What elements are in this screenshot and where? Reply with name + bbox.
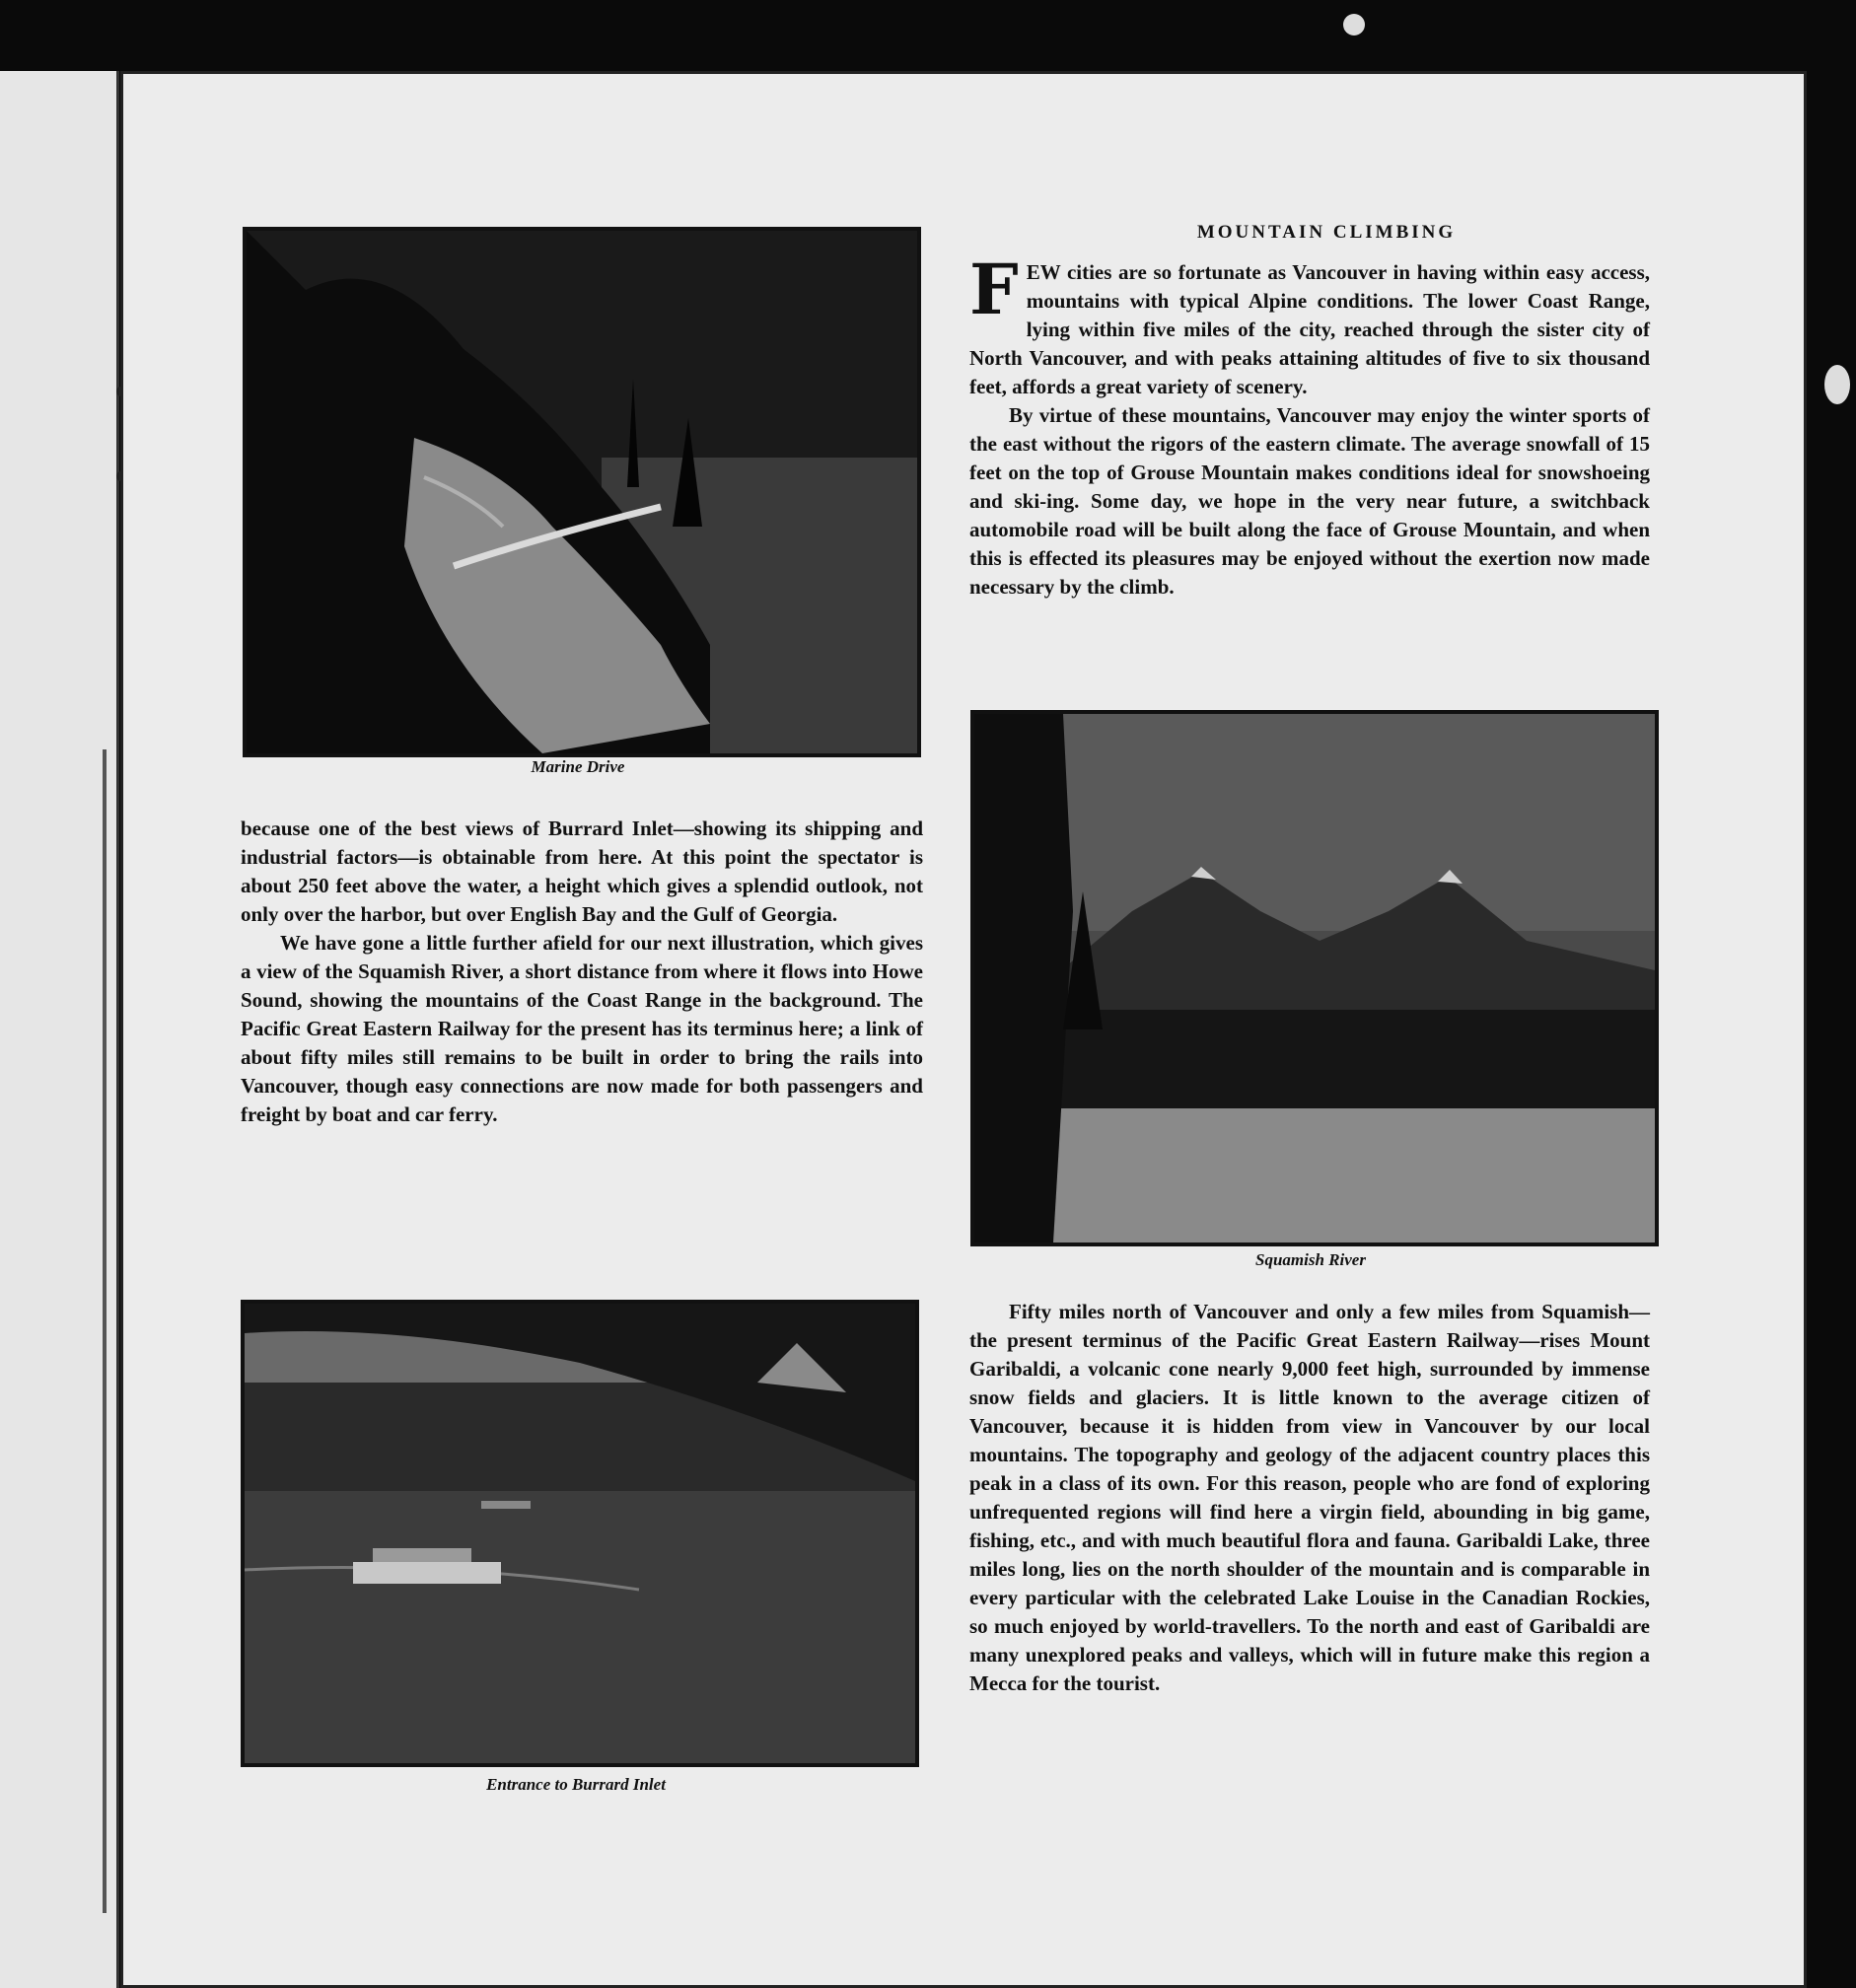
marine-drive-photo [243,227,921,757]
marine-drive-caption: Marine Drive [531,757,625,776]
left-column-text [241,815,923,1129]
squamish-river-photo [970,710,1659,1246]
right-paragraph-2: By virtue of these mountains, Vancouver may enjoy the winter sports of the east without the rigors of the eastern climate. The average snowfall of 15 feet on the top of Grouse Mountain makes conditions ideal for snowshoeing and ski-ing. Some day, we hope in the very near future, a switchback automobile road will be built along the face of Grouse Mountain, and when this is effected its pleasures may be enjoyed without the exertion now made necessary by the climb. [969,403,1650,599]
section-heading: MOUNTAIN CLIMBING [1196,222,1457,243]
burrard-inlet-photo [241,1300,919,1767]
squamish-river-caption: Squamish River [1255,1250,1366,1269]
previous-page-edge [0,71,119,1988]
right-paragraph-3: Fifty miles north of Vancouver and only a few miles from Squamish—the present terminus of the Pacific Great Eastern Railway—rises Mount Garibaldi, a volcanic cone nearly 9,000 feet high, surrounded by immense snow fields and glaciers. It is little known to the average citizen of Vancouver, because it is hidden from view in Vancouver by our local mountains. The topography and geology of the adjacent country places this peak in a class of its own. For this reason, people who are fond of exploring unfrequented regions will find here a virgin field, abounding in big game, fishing, etc., and with much beautiful flora and fauna. Garibaldi Lake, three miles long, lies on the north shoulder of the mountain and is comparable in every particular with the celebrated Lake Louise in the Canadian Rockies, so much enjoyed by world-travellers. To the north and east of Garibaldi are many unexplored peaks and valleys, which will in future make this region a Mecca for the tourist. [969,1300,1650,1695]
drop-cap: F [969,248,1019,330]
right-column-intro [969,248,1650,602]
left-paragraph-2: We have gone a little further afield for our next illustration, which gives a view of the Squamish River, a short distance from where it flows into Howe Sound, showing the mountains of the Coast Range in the background. The Pacific Great Eastern Railway for the present has its terminus here; a link of about fifty miles still remains to be built in order to bring the rails into Vancouver, though easy connections are now made for both passengers and freight by boat and car ferry. [241,931,923,1126]
right-column-text [969,1298,1650,1698]
burrard-inlet-caption: Entrance to Burrard Inlet [486,1775,666,1794]
film-speck [1343,14,1365,36]
film-speck [1824,365,1850,404]
gutter-line [103,749,107,1913]
right-paragraph-1: EW cities are so fortunate as Vancouver in having within easy access, mountains with typical Alpine conditions. The lower Coast Range, lying within five miles of the city, reached through the sister city of North Vancouver, and with peaks attaining altitudes of five to six thousand feet, affords a great variety of scenery. [969,260,1650,398]
left-paragraph-1: because one of the best views of Burrard Inlet—showing its shipping and industrial factors—is obtainable from here. At this point the spectator is about 250 feet above the water, a height which gives a splendid outlook, not only over the harbor, but over English Bay and the Gulf of Georgia. [241,816,923,926]
